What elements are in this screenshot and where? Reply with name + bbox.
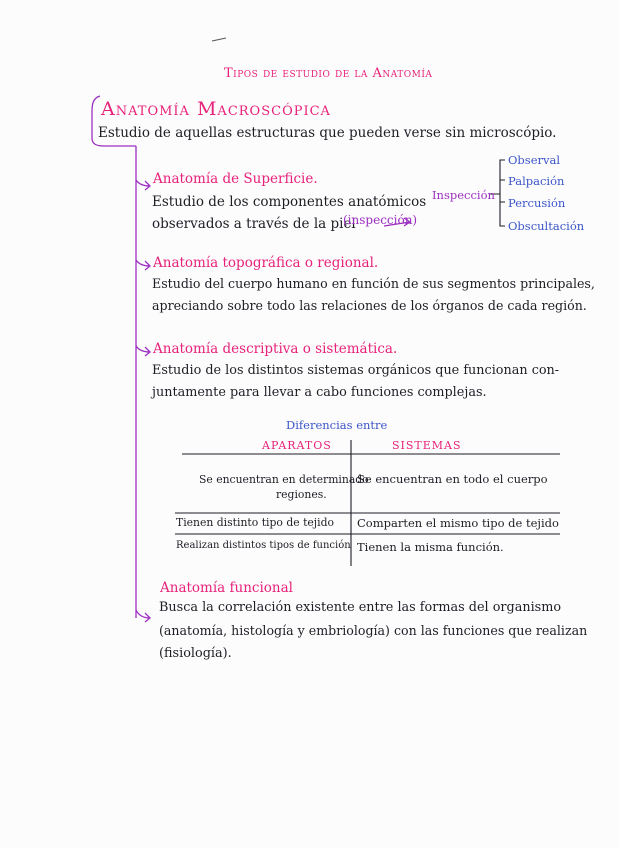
main-heading: Anatomía Macroscópica [101, 98, 331, 120]
branch-arrow-funcional [136, 610, 150, 622]
branch-arrow-descriptiva [136, 346, 150, 356]
section-line: Estudio de los componentes anatómicos [152, 194, 427, 210]
inspection-method: Percusión [508, 196, 566, 210]
branch-arrow-superficie [136, 180, 150, 190]
inspection-method: Observal [508, 153, 561, 167]
table-header-aparatos: APARATOS [262, 439, 332, 452]
table-cell-aparatos: Tienen distinto tipo de tejido [176, 516, 335, 529]
inspection-label: Inspección [432, 188, 495, 202]
table-title: Diferencias entre [286, 418, 388, 432]
section-line: Estudio de los distintos sistemas orgánicos que funcionan con- [152, 363, 560, 378]
section-line: (fisiología). [159, 646, 232, 661]
section-line: apreciando sobre todo las relaciones de los órganos de cada región. [152, 298, 587, 313]
table-cell-sistemas: Comparten el mismo tipo de tejido [357, 516, 559, 530]
inspection-method: Obscultación [508, 219, 585, 233]
stray-mark [212, 38, 226, 41]
table-header-sistemas: SISTEMAS [392, 439, 462, 452]
inspection-method: Palpación [508, 174, 565, 188]
section-line: Busca la correlación existente entre las formas del organismo [159, 600, 562, 615]
section-line: juntamente para llevar a cabo funciones complejas. [152, 385, 487, 400]
table-cell-aparatos: regiones. [276, 488, 327, 501]
inspeccion-aside: (inspección) [343, 213, 418, 227]
section-line: Estudio del cuerpo humano en función de sus segmentos principales, [152, 276, 595, 291]
section-line: observados a través de la piel [152, 216, 356, 232]
section-title-topografica: Anatomía topográfica o regional. [153, 255, 379, 271]
section-title-funcional: Anatomía funcional [160, 580, 293, 596]
table-cell-sistemas: Tienen la misma función. [357, 540, 504, 554]
section-line: (anatomía, histología y embriología) con las funciones que realizan [159, 623, 588, 638]
table-cell-sistemas: Se encuentran en todo el cuerpo [357, 472, 548, 486]
section-title-superficie: Anatomía de Superficie. [153, 171, 318, 187]
page-title: Tipos de estudio de la Anatomía [224, 66, 433, 81]
section-title-descriptiva: Anatomía descriptiva o sistemática. [153, 341, 398, 357]
main-definition: Estudio de aquellas estructuras que pueden verse sin microscópio. [98, 125, 557, 141]
table-cell-aparatos: Se encuentran en determinado [199, 473, 369, 486]
table-cell-aparatos: Realizan distintos tipos de función [176, 540, 351, 551]
branch-arrow-topografica [136, 260, 150, 270]
